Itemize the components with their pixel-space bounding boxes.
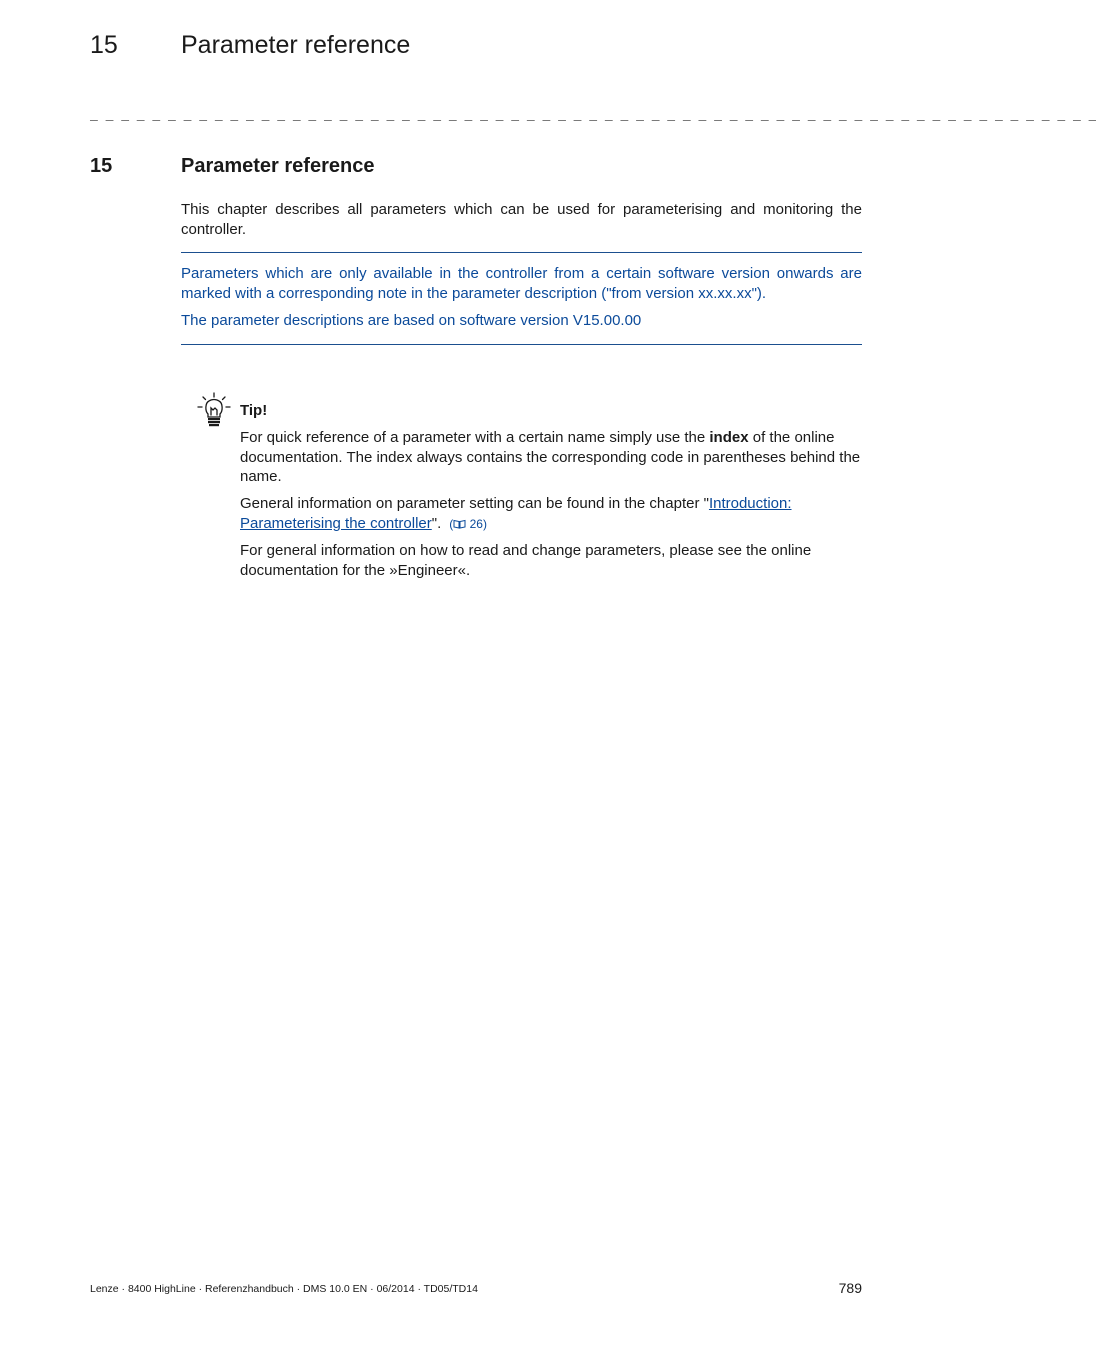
introduction-chapter-link[interactable]: Introduction: Parameterising the controller: [240, 495, 792, 532]
tip-para2-text-end: ".: [431, 514, 442, 532]
header-separator: _ _ _ _ _ _ _ _ _ _ _ _ _ _ _ _ _ _ _ _ _ _ _ _ _ _ _ _ _ _ _ _ _ _ _ _ _ _ _ _ _ _ _ _ _ _ _ _ _ _ _ _ _ _ _ _ _ _ _ _ _ _ _ _ _: [90, 108, 1096, 123]
page-ref-open: (: [449, 516, 454, 531]
running-header: [90, 28, 410, 62]
running-header-title: Parameter reference: [181, 31, 411, 59]
tip-label: Tip!: [240, 402, 268, 419]
note-bottom-rule: [181, 344, 862, 345]
chapter-heading: [90, 152, 374, 180]
chapter-number: 15: [90, 155, 113, 177]
intro-paragraph: This chapter describes all parameters which can be used for parameterising and monitoring the controller.: [181, 201, 862, 238]
note-paragraph-basis: The parameter descriptions are based on software version V15.00.00: [181, 312, 642, 329]
tip-paragraph-index: [240, 428, 862, 487]
tip-paragraph-engineer: For general information on how to read and change parameters, please see the online documentation for the »Engineer«.: [240, 542, 812, 579]
note-top-rule: [181, 252, 862, 253]
chapter-title: Parameter reference: [181, 155, 375, 177]
tip-para1-text: For quick reference of a parameter with a certain name simply use the: [240, 429, 710, 446]
page-reference-link[interactable]: [449, 517, 487, 531]
tip-para1-text-end: of the online documentation. The index always contains the corresponding code in parentheses behind the name.: [240, 429, 861, 485]
tip-paragraph-general-info: [240, 494, 862, 534]
page-ref-number: 26: [466, 516, 483, 531]
tip-index-keyword: index: [709, 429, 749, 446]
page-ref-close: ): [482, 516, 487, 531]
footer-document-info: Lenze · 8400 HighLine · Referenzhandbuch · DMS 10.0 EN · 06/2014 · TD05/TD14: [90, 1283, 478, 1295]
running-header-number: 15: [90, 31, 118, 59]
tip-para2-text: General information on parameter setting can be found in the chapter ": [240, 495, 709, 512]
page-number: 789: [838, 1280, 862, 1296]
lightbulb-icon: [196, 392, 232, 428]
book-icon: [453, 516, 466, 526]
note-paragraph-version: Parameters which are only available in the controller from a certain software version onwards are marked with a corresponding note in the parameter description ("from version xx.xx.xx").: [181, 265, 862, 302]
